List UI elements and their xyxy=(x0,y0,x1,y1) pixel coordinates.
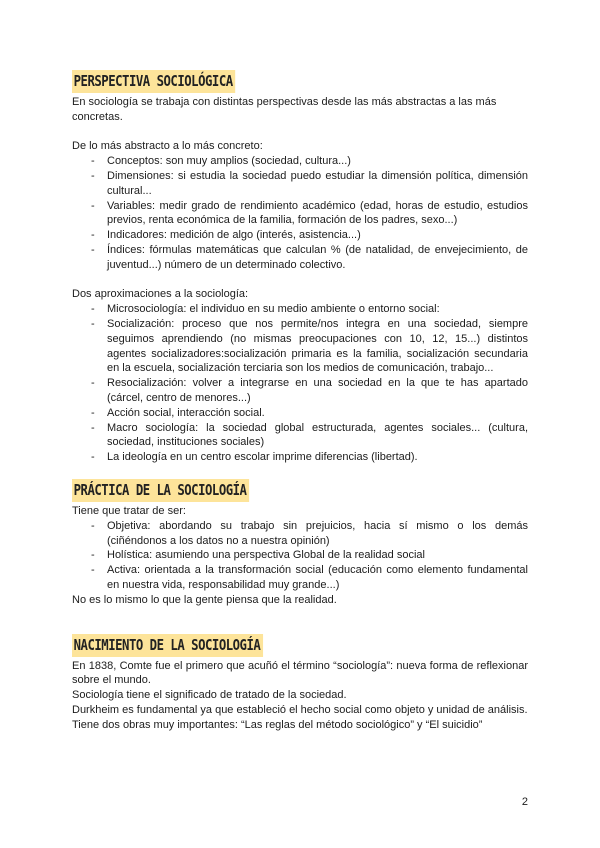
list-item: - Holística: asumiendo una perspectiva Global de la realidad social xyxy=(72,548,528,563)
paragraph: En 1838, Comte fue el primero que acuñó el término “sociología”: nueva forma de reflexionar sobre el mundo. xyxy=(72,659,528,687)
section-title-nacimiento: NACIMIENTO DE LA SOCIOLOGÍA xyxy=(72,634,263,657)
section-nacimiento xyxy=(72,634,528,733)
bullet-list-levels xyxy=(72,154,528,272)
section-perspectiva xyxy=(72,70,528,465)
paragraph: Tiene dos obras muy importantes: “Las reglas del método sociológico” y “El suicidio” xyxy=(72,718,483,731)
bullet-list-approaches xyxy=(72,302,528,465)
list-intro: De lo más abstracto a lo más concreto: xyxy=(72,140,263,153)
paragraph: No es lo mismo lo que la gente piensa que la realidad. xyxy=(72,593,337,606)
section-title-perspectiva: PERSPECTIVA SOCIOLÓGICA xyxy=(72,70,235,93)
list-item: - Socialización: proceso que nos permite/nos integra en una sociedad, siempre seguimos aprendiendo (no mismas preocupaciones con 10, 12, 15...) distintos agentes socializadores:socialización primaria es la familia, socialización secundaria en la escuela, socialización terciaria son los medios de comunicación, trabajo... xyxy=(72,317,528,376)
list-item: - Conceptos: son muy amplios (sociedad, cultura...) xyxy=(72,154,528,169)
list-intro: Dos aproximaciones a la sociología: xyxy=(72,288,249,301)
section-title-practica: PRÁCTICA DE LA SOCIOLOGÍA xyxy=(72,479,249,502)
list-item: - Objetiva: abordando su trabajo sin prejuicios, hacia sí mismo o los demás (ciñéndonos a los datos no a nuestra opinión) xyxy=(72,519,528,549)
list-item: - Activa: orientada a la transformación social (educación como elemento fundamental en nuestra vida, responsabilidad muy grande...) xyxy=(72,563,528,593)
section-practica xyxy=(72,479,528,608)
list-item: - Índices: fórmulas matemáticas que calculan % (de natalidad, de envejecimiento, de juventud...) número de un determinado colectivo. xyxy=(72,243,528,273)
paragraph: Sociología tiene el significado de tratado de la sociedad. xyxy=(72,689,347,702)
list-item: - Microsociología: el individuo en su medio ambiente o entorno social: xyxy=(72,302,528,317)
list-item: - Variables: medir grado de rendimiento académico (edad, horas de estudio, estudios previos, renta económica de la familia, formación de los padres, sexo...) xyxy=(72,199,528,229)
list-item: - La ideología en un centro escolar imprime diferencias (libertad). xyxy=(72,450,528,465)
paragraph: En sociología se trabaja con distintas perspectivas desde las más abstractas a las más concretas. xyxy=(72,96,497,123)
page-number: 2 xyxy=(521,796,528,808)
document-page xyxy=(72,70,528,732)
list-item: - Macro sociología: la sociedad global estructurada, agentes sociales... (cultura, sociedad, instituciones sociales) xyxy=(72,421,528,451)
paragraph: Tiene que tratar de ser: xyxy=(72,504,186,517)
bullet-list-qualities xyxy=(72,519,528,593)
list-item: - Dimensiones: si estudia la sociedad puedo estudiar la dimensión política, dimensión cultural... xyxy=(72,169,528,199)
list-item: - Resocialización: volver a integrarse en una sociedad en la que te has apartado (cárcel, centro de menores...) xyxy=(72,376,528,406)
list-item: - Acción social, interacción social. xyxy=(72,406,528,421)
paragraph: Durkheim es fundamental ya que estableció el hecho social como objeto y unidad de análisis. xyxy=(72,703,528,716)
list-item: - Indicadores: medición de algo (interés, asistencia...) xyxy=(72,228,528,243)
